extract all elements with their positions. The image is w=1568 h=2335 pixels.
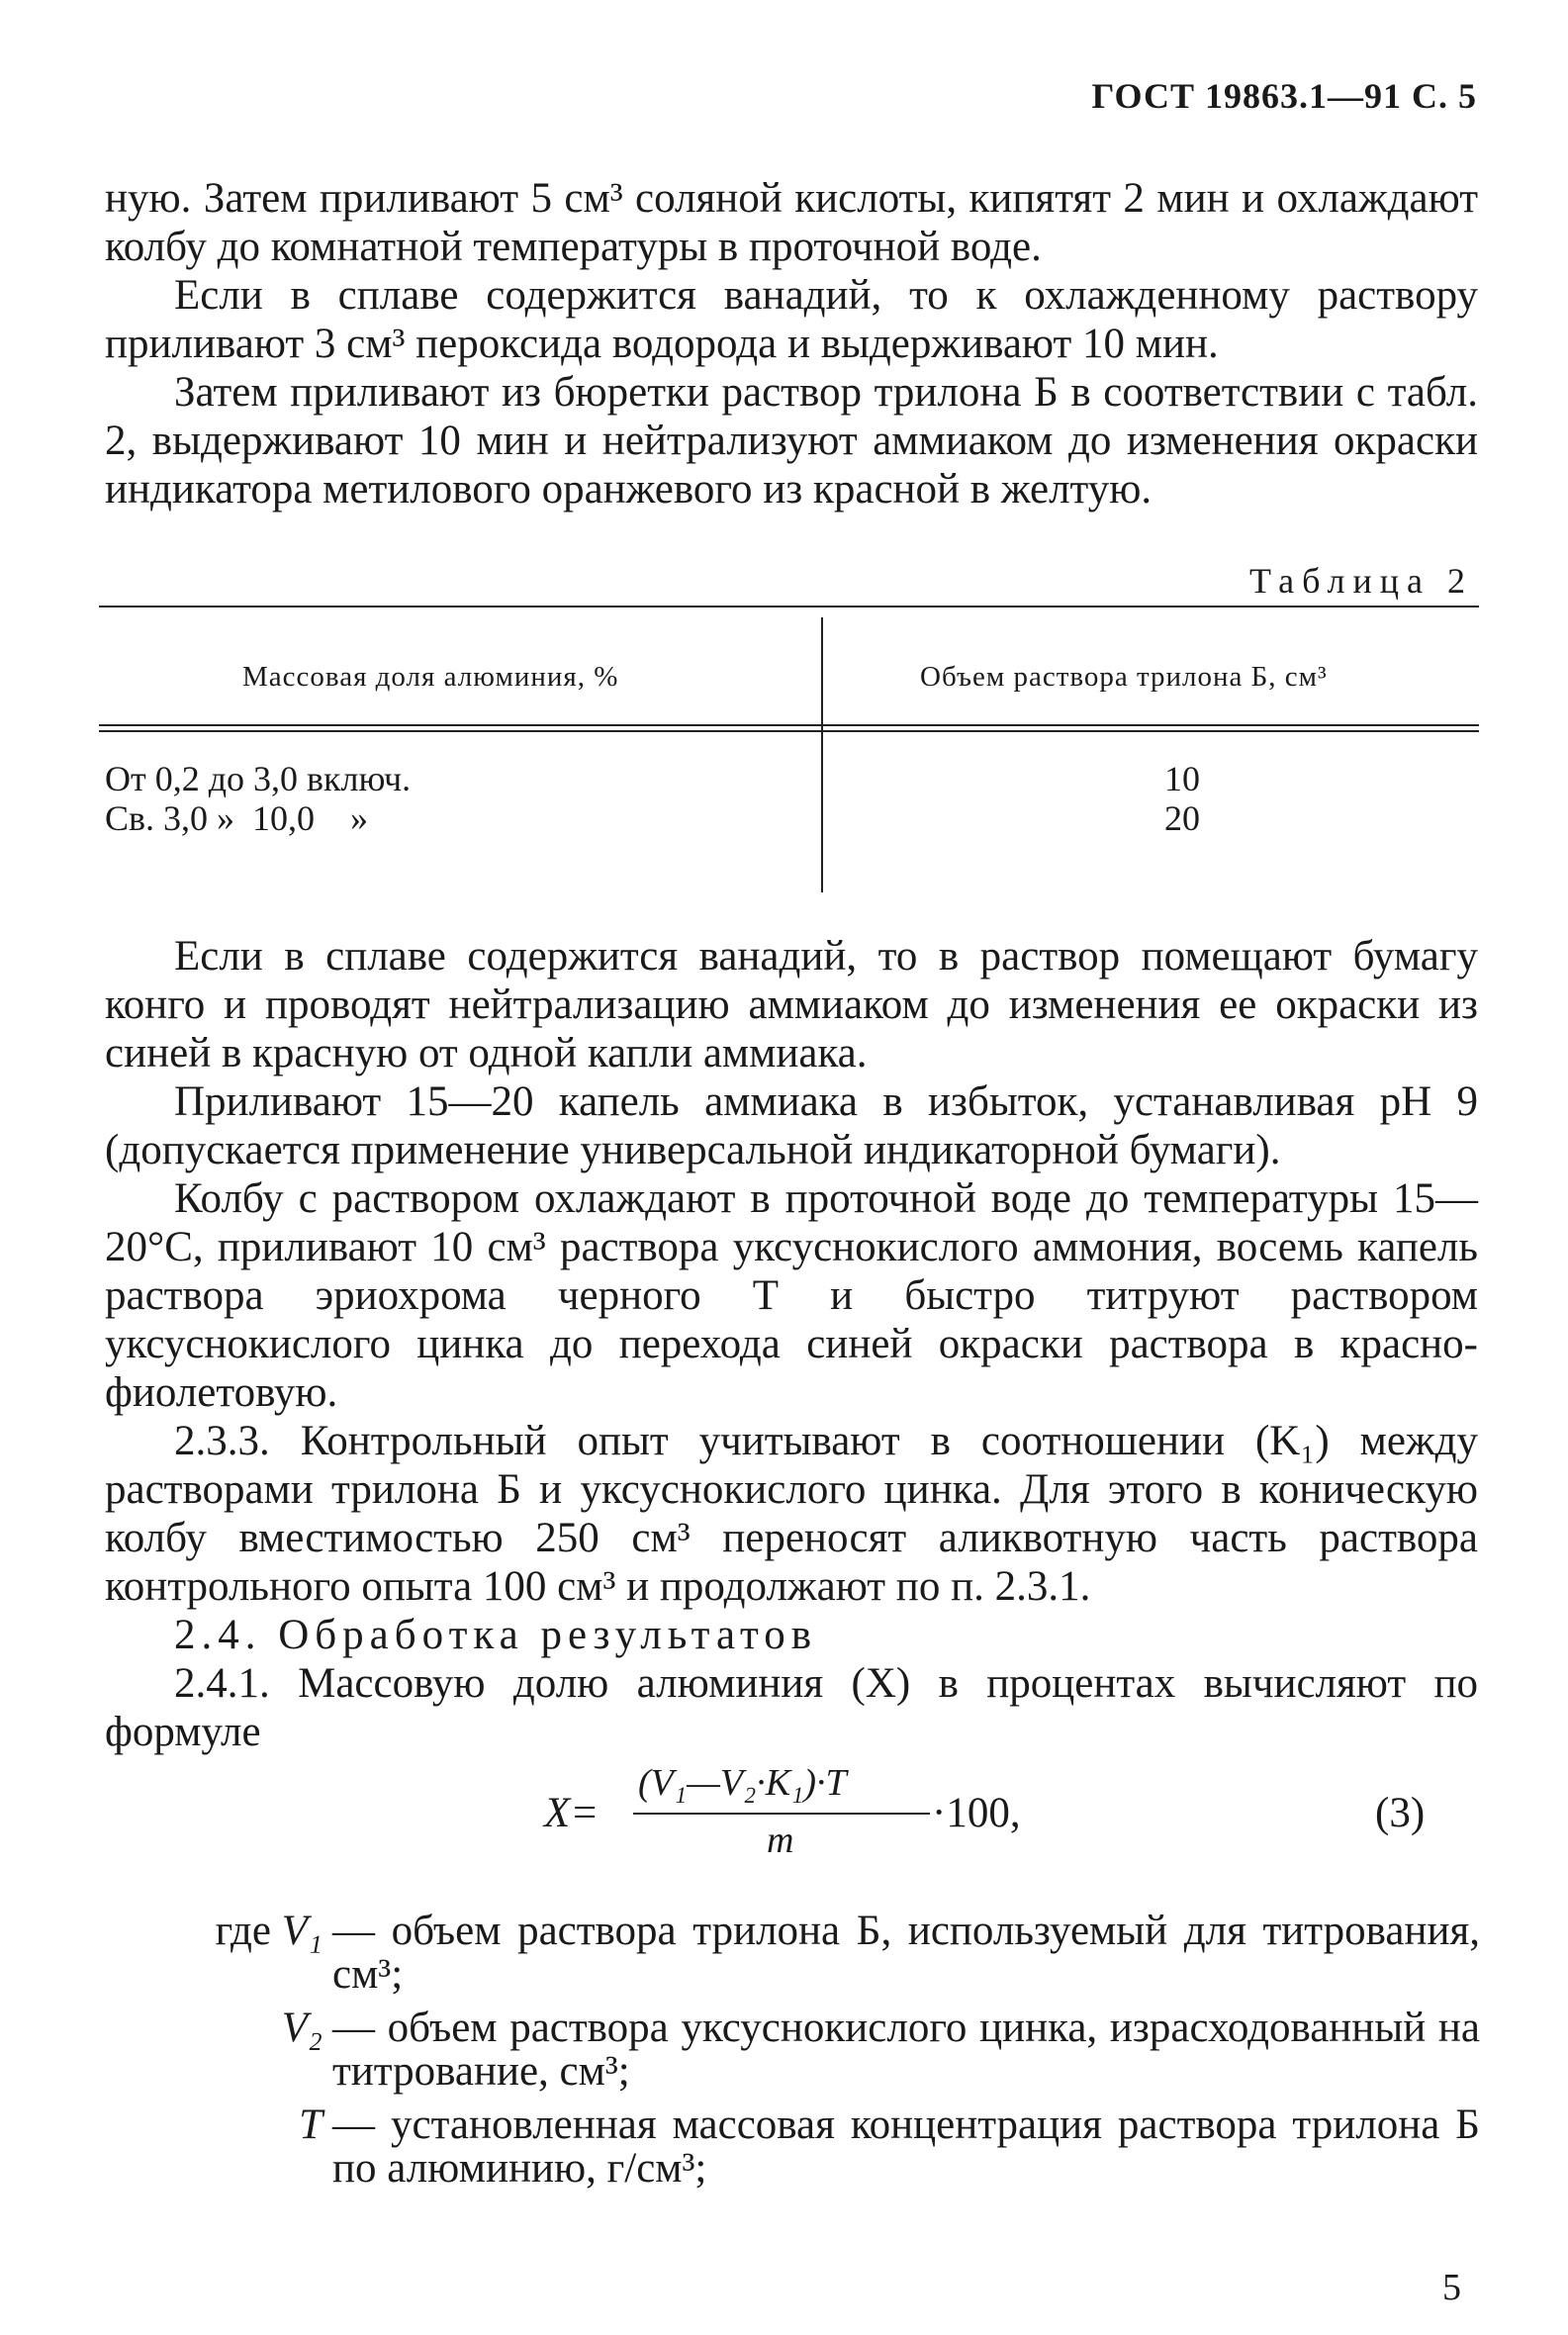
paragraph: 2.4.1. Массовую долю алюминия (X) в процентах вычисляют по формуле (105, 1660, 1478, 1755)
paragraph: ную. Затем приливают 5 см³ соляной кислоты, кипятят 2 мин и охлаждают колбу до комнатной температуры в проточной воде. (105, 175, 1478, 270)
definition-item (105, 2103, 1480, 2191)
paragraph: 2.3.3. Контрольный опыт учитывают в соотношении (K₁) между растворами трилона Б и уксуснокислого цинка. Для этого в коническую колбу вместимостью 250 см³ переносят аликвотную часть раствора контрольного опыта 100 см³ и продолжают по п. 2.3.1. (105, 1418, 1478, 1610)
formula-lhs: X= (544, 1790, 600, 1836)
definition-symbol: V₂ (281, 2005, 323, 2051)
table-2 (99, 606, 1479, 892)
definition-text: — установленная массовая концентрация раствора трилона Б по алюминию, г/см³; (332, 2102, 1480, 2192)
table-cell-range: От 0,2 до 3,0 включ. (105, 759, 412, 798)
definition-text: — объем раствора трилона Б, используемый для титрования, см³; (332, 1908, 1480, 1998)
page-number: 5 (1442, 2267, 1461, 2308)
text-block-top (105, 174, 1478, 514)
definitions-list (105, 1910, 1480, 2200)
definition-item (105, 1910, 1480, 1997)
formula-3 (544, 1761, 1434, 1870)
definition-lead: где (215, 1908, 282, 1954)
table-column-divider (821, 617, 823, 892)
table-header-volume: Объем раствора трилона Б, см³ (920, 661, 1328, 693)
definition-item (105, 2007, 1480, 2094)
text-block-middle (105, 932, 1478, 1756)
table-caption: Таблица 2 (1249, 561, 1473, 601)
table-cell-volume: 10 (1164, 759, 1200, 798)
document-header: ГОСТ 19863.1—91 С. 5 (1091, 76, 1477, 116)
paragraph: Приливают 15—20 капель аммиака в избыток, устанавливая pH 9 (допускается применение универсальной индикаторной бумаги). (105, 1078, 1478, 1173)
paragraph: Затем приливают из бюретки раствор трилона Б в соответствии с табл. 2, выдерживают 10 мин и нейтрализуют аммиаком до изменения окраски индикатора метилового оранжевого из красной в желтую. (105, 369, 1478, 513)
section-title: 2.4. Обработка результатов (174, 1612, 817, 1658)
definition-symbol: T (299, 2102, 323, 2148)
table-top-rule (99, 606, 1479, 607)
table-header-mass-fraction: Массовая доля алюминия, % (242, 661, 619, 693)
paragraph: Если в сплаве содержится ванадий, то к охлажденному раствору приливают 3 см³ пероксида водорода и выдерживают 10 мин. (105, 272, 1478, 367)
table-header-rule-2 (99, 730, 1479, 732)
definition-symbol: V₁ (281, 1908, 323, 1954)
definition-text: — объем раствора уксуснокислого цинка, израсходованный на титрование, см³; (332, 2005, 1480, 2095)
formula-tail: ·100, (932, 1790, 1021, 1836)
formula-number: (3) (1375, 1790, 1426, 1836)
table-header-rule (99, 724, 1479, 726)
fraction-bar (633, 1813, 930, 1815)
paragraph: Если в сплаве содержится ванадий, то в раствор помещают бумагу конго и проводят нейтрализацию аммиаком до изменения ее окраски из синей в красную от одной капли аммиака. (105, 933, 1478, 1076)
paragraph: Колбу с раствором охлаждают в проточной воде до температуры 15—20°С, приливают 10 см³ раствора уксуснокислого аммония, восемь капель раствора эриохрома черного Т и быстро титруют раствором уксуснокислого цинка до перехода синей окраски раствора в красно-фиолетовую. (105, 1175, 1478, 1416)
formula-denominator: m (767, 1820, 794, 1861)
table-cell-volume: 20 (1164, 798, 1200, 838)
formula-numerator: (V₁—V₂·K₁)·T (638, 1762, 847, 1804)
table-cell-range: Св. 3,0 » 10,0 » (105, 798, 369, 838)
